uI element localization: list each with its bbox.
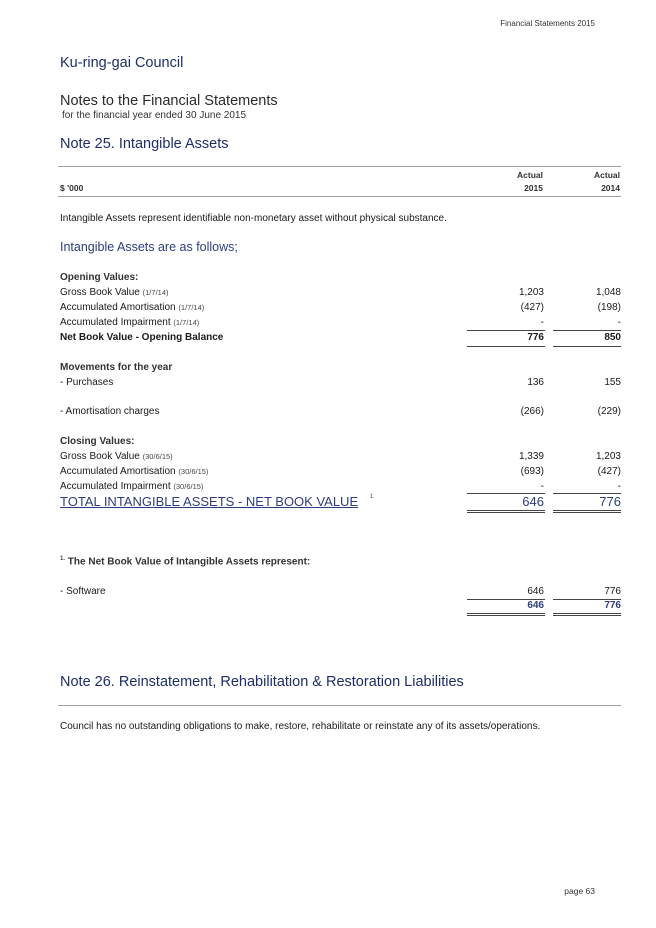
table-row: Accumulated Amortisation (30/6/15) (693) (427) (60, 466, 621, 477)
footnote-heading: $^{1.}$ The Net Book Value of Intangible Assets represent: (60, 556, 311, 568)
header-bottom-rule (58, 196, 621, 197)
movements-heading: Movements for the year (60, 362, 173, 373)
table-row: - Purchases 136 155 (60, 377, 621, 388)
running-header: Financial Statements 2015 (500, 19, 595, 28)
col-2015-year: 2015 (524, 183, 543, 193)
note-26-rule (58, 705, 621, 706)
closing-heading: Closing Values: (60, 436, 135, 447)
note-25-title: Note 25. Intangible Assets (60, 136, 229, 152)
double-rule-2015 (467, 613, 545, 616)
grand-total-row: TOTAL INTANGIBLE ASSETS - NET BOOK VALUE 1 646 776 (60, 494, 621, 509)
note-26-text: Council has no outstanding obligations to make, restore, rehabilitate or reinstate any of its assets/operations. (60, 721, 541, 732)
subtotal-rule-2014 (553, 330, 621, 331)
note-26-title: Note 26. Reinstatement, Rehabilitation & Restoration Liabilities (60, 674, 464, 690)
total-rule-2014 (553, 346, 621, 347)
header-top-rule (58, 166, 621, 167)
double-rule-2014 (553, 613, 621, 616)
table-row: Accumulated Impairment (1/7/14) - - (60, 317, 621, 328)
table-row: - Amortisation charges (266) (229) (60, 406, 621, 417)
footnote-marker: 1 (370, 494, 374, 500)
table-row: Gross Book Value (30/6/15) 1,339 1,203 (60, 451, 621, 462)
table-row: - Software 646 776 (60, 586, 621, 597)
page-number: page 63 (564, 886, 595, 896)
table-row: Accumulated Impairment (30/6/15) - - (60, 481, 621, 492)
description: Intangible Assets represent identifiable non-monetary asset without physical substance. (60, 213, 447, 224)
col-2015-top: Actual (517, 170, 543, 180)
table-row: Gross Book Value (1/7/14) 1,203 1,048 (60, 287, 621, 298)
col-2014-year: 2014 (601, 183, 620, 193)
col-2014-top: Actual (594, 170, 620, 180)
column-headers (0, 170, 656, 196)
footnote-total-row: 646 776 (527, 600, 621, 611)
table-row: Accumulated Amortisation (1/7/14) (427) (198) (60, 302, 621, 313)
notes-title: Notes to the Financial Statements (60, 93, 278, 109)
council-name: Ku-ring-gai Council (60, 55, 184, 71)
double-rule-2015 (467, 510, 545, 513)
notes-subtitle: for the financial year ended 30 June 2015 (62, 110, 247, 121)
double-rule-2014 (553, 510, 621, 513)
subtotal-rule-2015 (467, 330, 545, 331)
opening-total-row: Net Book Value - Opening Balance 776 850 (60, 332, 621, 343)
opening-heading: Opening Values: (60, 272, 139, 283)
total-rule-2015 (467, 346, 545, 347)
unit-label: $ '000 (60, 183, 84, 193)
section-subheading: Intangible Assets are as follows; (60, 240, 238, 254)
